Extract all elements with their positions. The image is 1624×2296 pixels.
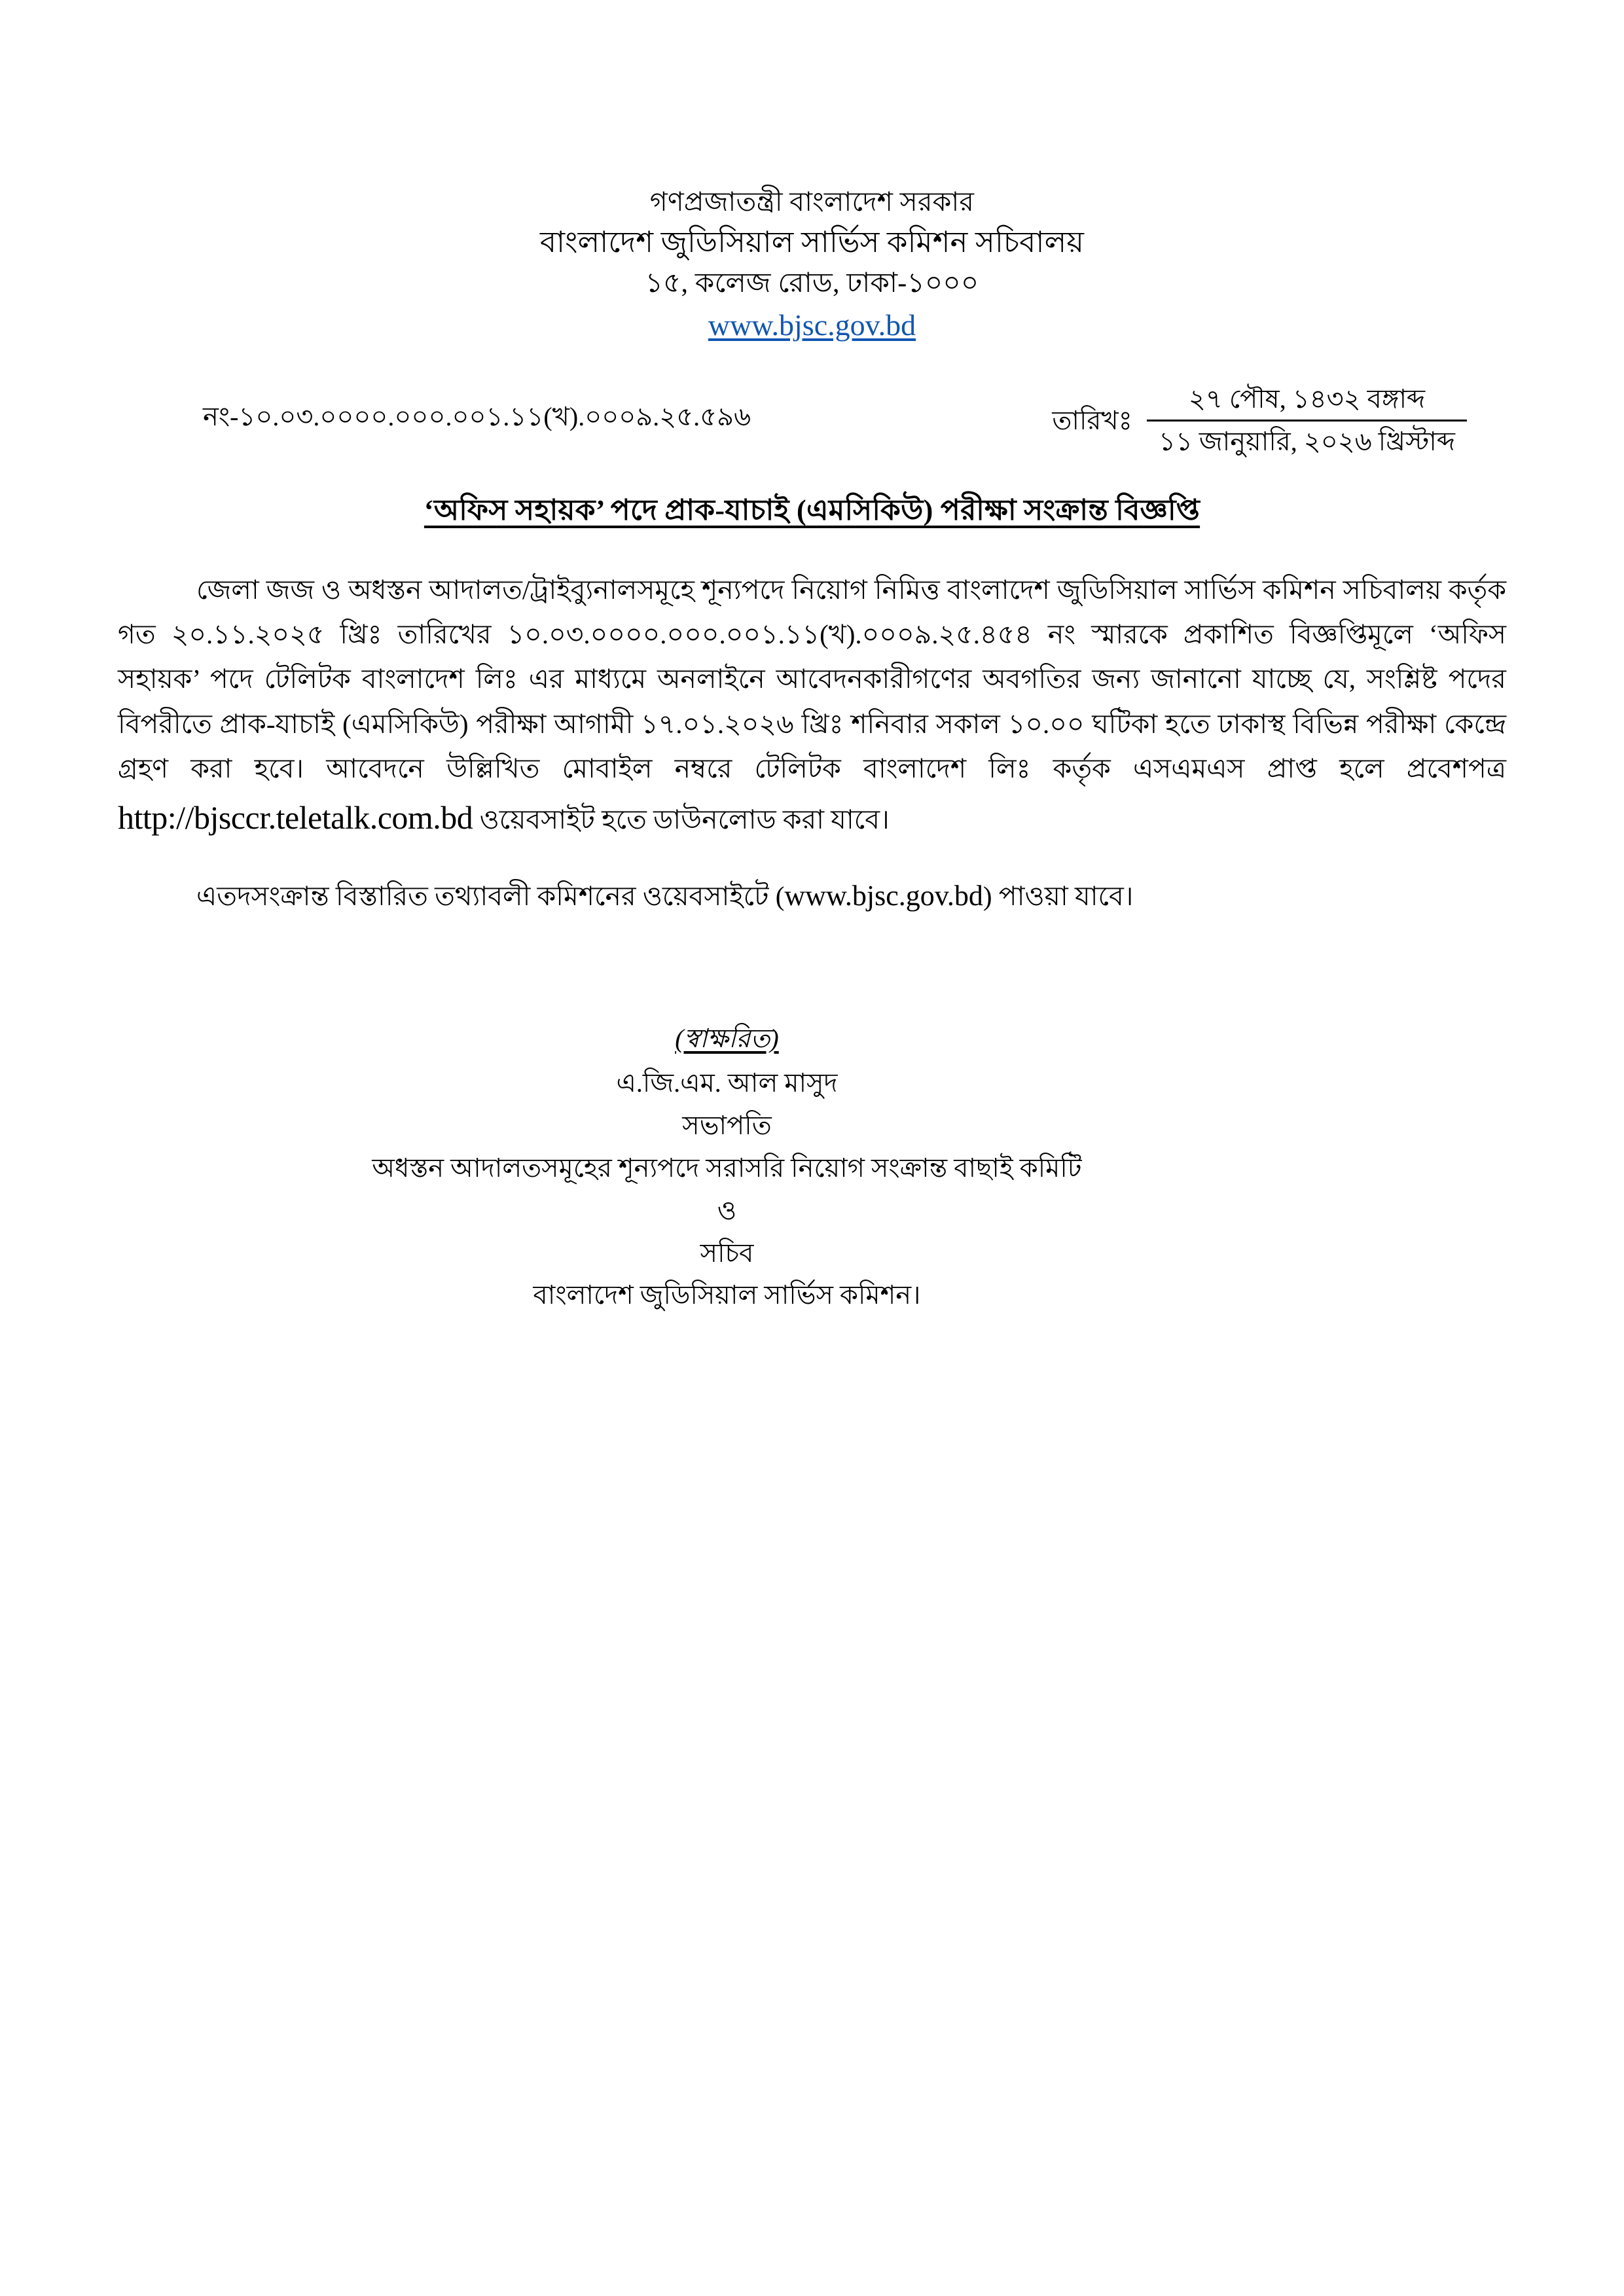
memo-number: নং-১০.০৩.০০০০.০০০.০০১.১১(খ).০০০৯.২৫.৫৯৬	[203, 402, 751, 432]
website-link-wrapper	[118, 308, 1506, 342]
date-stack	[1147, 383, 1467, 458]
body-paragraph-1	[118, 567, 1506, 844]
signatory-conjunction: ও	[717, 1195, 737, 1225]
signed-mark-text: (স্বাক্ষরিত)	[675, 1023, 779, 1053]
memo-meta-row	[118, 383, 1506, 458]
signed-mark	[118, 1018, 1336, 1060]
paragraph-2-text-after-url: ) পাওয়া যাবে।	[983, 880, 1134, 911]
document-header	[118, 0, 1506, 342]
signatory-second-organization: বাংলাদেশ জুডিসিয়াল সার্ভিস কমিশন।	[533, 1280, 921, 1310]
date-group	[1052, 383, 1467, 458]
website-link[interactable]: www.bjsc.gov.bd	[708, 308, 916, 342]
paragraph-2-text-before-url: এতদসংক্রান্ত বিস্তারিত তথ্যাবলী কমিশনের ওয়েবসাইটে (	[196, 880, 785, 911]
government-name: গণপ্রজাতন্ত্রী বাংলাদেশ সরকার	[649, 187, 975, 217]
signatory-designation: সভাপতি	[682, 1111, 772, 1141]
paragraph-1-text-before-url: জেলা জজ ও অধস্তন আদালত/ট্রাইব্যুনালসমূহে শূন্যপদে নিয়োগ নিমিত্ত বাংলাদেশ জুডিসিয়াল সার্ভিস কমিশন সচিবালয় কর্তৃক গত ২০.১১.২০২৫ খ্রিঃ তারিখের ১০.০৩.০০০০.০০০.০০১.১১(খ).০০০৯.২৫.৪৫৪ নং স্মারকে প্রকাশিত বিজ্ঞপ্তিমূলে ‘অফিস সহায়ক’ পদে টেলিটক বাংলাদেশ লিঃ এর মাধ্যমে অনলাইনে আবেদনকারীগণের অবগতির জন্য জানানো যাচ্ছে যে, সংশ্লিষ্ট পদের বিপরীতে প্রাক-যাচাই (এমসিকিউ) পরীক্ষা আগামী ১৭.০১.২০২৬ খ্রিঃ শনিবার সকাল ১০.০০ ঘটিকা হতে ঢাকাস্থ বিভিন্ন পরীক্ষা কেন্দ্রে গ্রহণ করা হবে। আবেদনে উল্লিখিত মোবাইল নম্বরে টেলিটক বাংলাদেশ লিঃ কর্তৃক এসএমএস প্রাপ্ত হলে প্রবেশপত্র	[118, 575, 1506, 783]
signatory-committee: অধস্তন আদালতসমূহের শূন্যপদে সরাসরি নিয়োগ সংক্রান্ত বাছাই কমিটি	[372, 1153, 1082, 1183]
notice-subject: ‘অফিস সহায়ক’ পদে প্রাক-যাচাই (এমসিকিউ) পরীক্ষা সংক্রান্ত বিজ্ঞপ্তি	[424, 494, 1200, 527]
body-paragraph-2	[118, 872, 1506, 920]
organization-name: বাংলাদেশ জুডিসিয়াল সার্ভিস কমিশন সচিবালয়	[539, 226, 1085, 259]
signature-block	[118, 1018, 1506, 1318]
paragraph-1-text-after-url: ওয়েবসাইট হতে ডাউনলোড করা যাবে।	[473, 804, 890, 834]
commission-website-url[interactable]: www.bjsc.gov.bd	[784, 879, 983, 912]
notice-body	[118, 567, 1506, 919]
date-bengali: ২৭ পৌষ, ১৪৩২ বঙ্গাব্দ	[1188, 384, 1426, 414]
signatory-second-designation: সচিব	[700, 1238, 754, 1268]
date-gregorian: ১১ জানুয়ারি, ২০২৬ খ্রিস্টাব্দ	[1158, 427, 1455, 457]
signatory-name: এ.জি.এম. আল মাসুদ	[616, 1068, 838, 1098]
date-label: তারিখঃ	[1052, 406, 1132, 436]
office-address: ১৫, কলেজ রোড, ঢাকা-১০০০	[645, 268, 979, 298]
admit-card-url[interactable]: http://bjsccr.teletalk.com.bd	[118, 798, 473, 836]
